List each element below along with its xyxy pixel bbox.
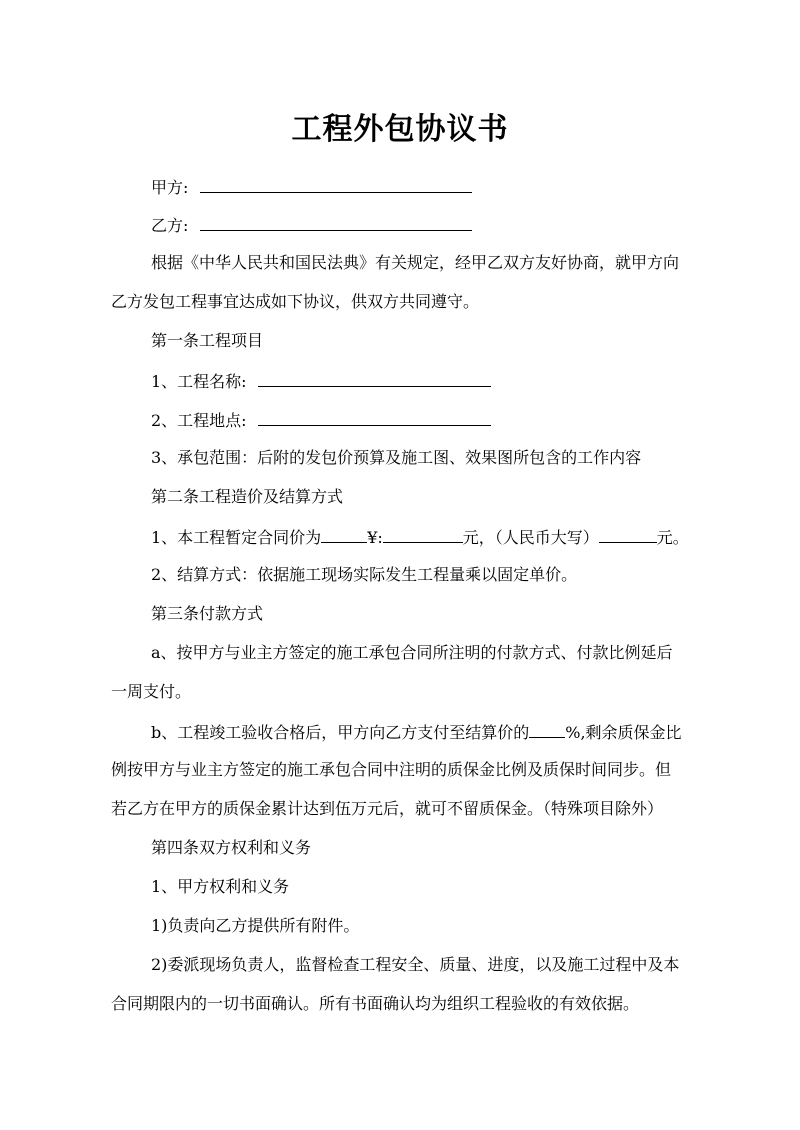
art3-b-line1 xyxy=(151,721,682,743)
art4-item1-2-line1: 2)委派现场负责人，监督检查工程安全、质量、进度，以及施工过程中及本 xyxy=(151,955,680,974)
project-name-blank[interactable] xyxy=(258,370,491,387)
yuan-suffix: 元。 xyxy=(656,528,689,547)
art4-item1-2-line2: 合同期限内的一切书面确认。所有书面确认均为组织工程验收的有效依据。 xyxy=(111,994,640,1013)
settlement-percent-blank[interactable] xyxy=(529,721,565,738)
art3-a-line1: a、按甲方与业主方签定的施工承包合同所注明的付款方式、付款比例延后 xyxy=(151,643,673,662)
art4-item1-1: 1)负责向乙方提供所有附件。 xyxy=(151,916,360,935)
article-3-heading: 第三条付款方式 xyxy=(151,604,264,623)
art3-b-text: b、工程竣工验收合格后，甲方向乙方支付至结算价的 xyxy=(151,723,530,742)
art4-item1: 1、甲方权利和义务 xyxy=(151,877,290,896)
party-b-line xyxy=(151,214,472,236)
art3-b-line3: 若乙方在甲方的质保金累计达到伍万元后，就可不留质保金。（特殊项目除外） xyxy=(111,799,664,818)
art1-item2-line xyxy=(151,409,491,431)
art3-a-line2: 一周支付。 xyxy=(111,682,192,701)
project-name-label: 1、工程名称: xyxy=(151,372,247,391)
party-a-label: 甲方: xyxy=(151,178,189,197)
article-2-heading: 第二条工程造价及结算方式 xyxy=(151,487,344,506)
rmb-uppercase-label: 元，（人民币大写） xyxy=(462,528,599,547)
contract-price-label: 1、本工程暂定合同价为 xyxy=(151,528,322,547)
art1-item3: 3、承包范围：后附的发包价预算及施工图、效果图所包含的工作内容 xyxy=(151,448,642,467)
party-a-line xyxy=(151,176,472,198)
intro-line-1: 根据《中华人民共和国民法典》有关规定，经甲乙双方友好协商，就甲方向 xyxy=(151,253,680,272)
art2-item1-line xyxy=(151,526,689,548)
party-b-blank[interactable] xyxy=(200,214,472,231)
project-location-blank[interactable] xyxy=(258,409,491,426)
article-1-heading: 第一条工程项目 xyxy=(151,331,264,350)
art1-item1-line xyxy=(151,370,491,392)
art3-b-text-2: %,剩余质保金比 xyxy=(565,723,682,742)
article-4-heading: 第四条双方权利和义务 xyxy=(151,838,312,857)
art3-b-line2: 例按甲方与业主方签定的施工承包合同中注明的质保金比例及质保时间同步。但 xyxy=(111,760,672,779)
art2-item2: 2、结算方式：依据施工现场实际发生工程量乘以固定单价。 xyxy=(151,565,578,584)
contract-price-amount-blank[interactable] xyxy=(383,526,463,543)
yuan-symbol: ¥: xyxy=(367,528,383,547)
intro-line-2: 乙方发包工程事宜达成如下协议，供双方共同遵守。 xyxy=(111,292,480,311)
rmb-uppercase-blank[interactable] xyxy=(599,526,657,543)
project-location-label: 2、工程地点: xyxy=(151,411,247,430)
party-a-blank[interactable] xyxy=(200,176,472,193)
contract-price-blank-1[interactable] xyxy=(321,526,367,543)
document-title: 工程外包协议书 xyxy=(291,112,509,147)
party-b-label: 乙方: xyxy=(151,216,189,235)
